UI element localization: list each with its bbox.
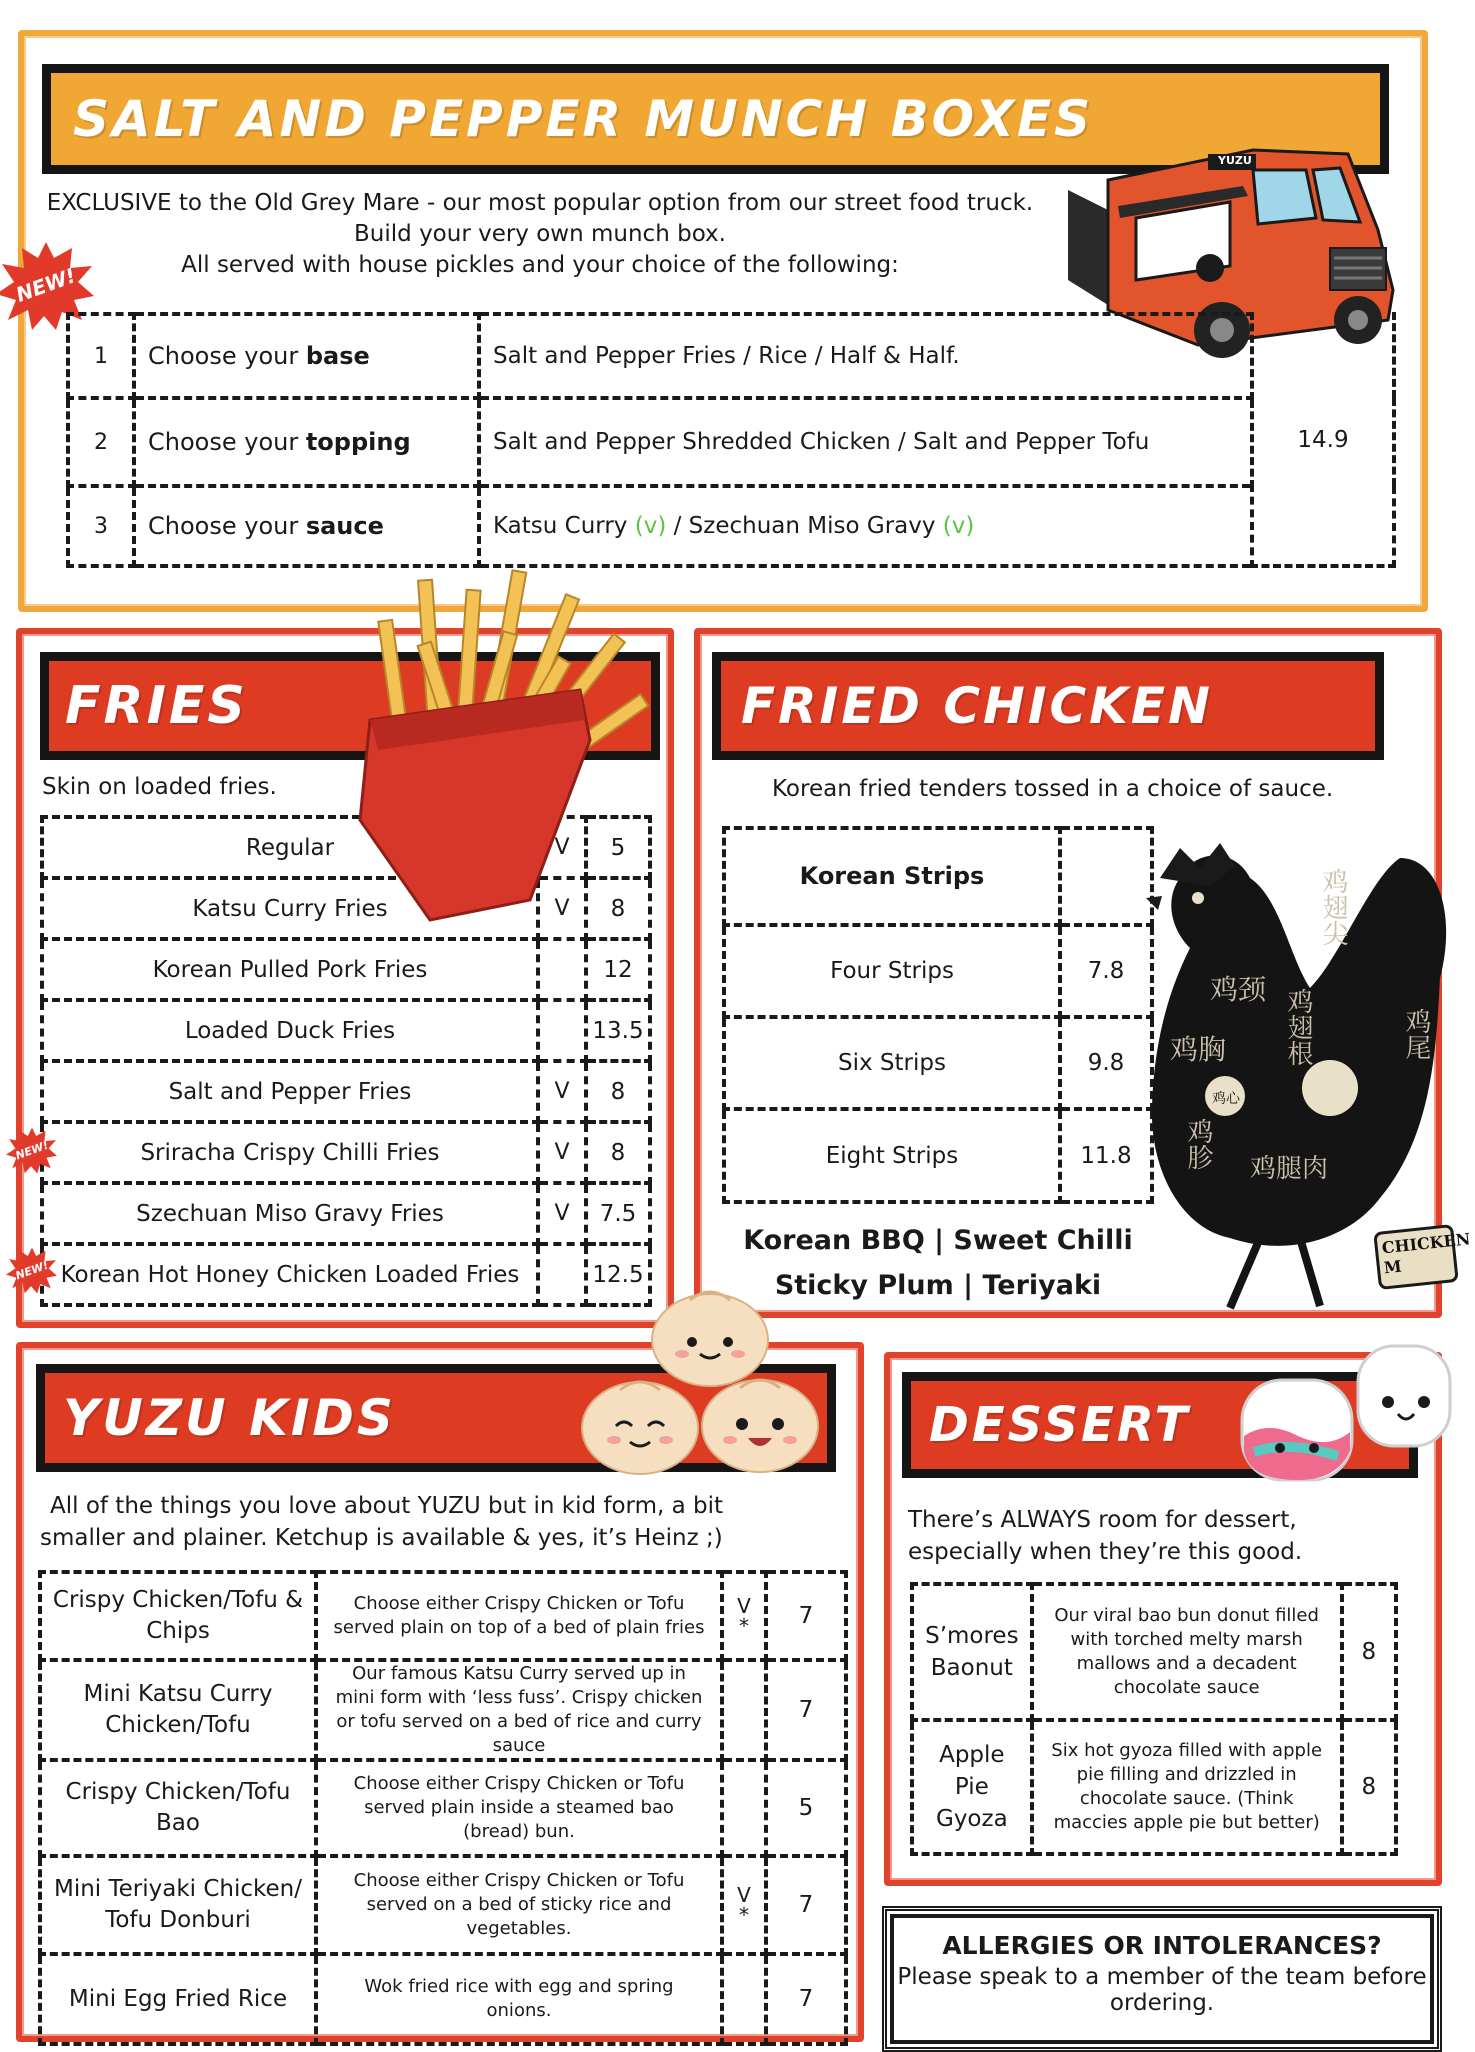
- chicken-header: Korean Strips: [724, 828, 1060, 925]
- chicken-subtitle: Korean fried tenders tossed in a choice of sauce.: [772, 776, 1334, 802]
- munch-options-text: Katsu Curry: [493, 513, 635, 539]
- fries-row: [42, 1122, 650, 1183]
- munch-row-3: [68, 486, 1394, 566]
- fries-row: [42, 1000, 650, 1061]
- munch-row-1: [68, 314, 1394, 398]
- dessert-item-name: S’mores Baonut: [912, 1584, 1032, 1720]
- fries-item-name: Salt and Pepper Fries: [42, 1061, 538, 1122]
- fries-item-veg: [538, 1000, 586, 1061]
- chicken-table: [722, 826, 1154, 1204]
- munch-step-options: [479, 314, 1252, 398]
- munch-step-prefix: Choose your: [148, 512, 306, 540]
- munch-step-options: [479, 398, 1252, 486]
- fries-item-name: Szechuan Miso Gravy Fries: [42, 1183, 538, 1244]
- munch-step-prefix: Choose your: [148, 342, 306, 370]
- kids-table: [38, 1570, 848, 2046]
- fries-item-name: Korean Hot Honey Chicken Loaded Fries: [42, 1244, 538, 1305]
- munch-intro-line2: Build your very own munch box.: [354, 221, 726, 247]
- kids-row: [40, 1954, 846, 2044]
- allergy-box: [882, 1906, 1442, 2052]
- munch-step-bold: sauce: [305, 512, 384, 540]
- dessert-item-name: Apple Pie Gyoza: [912, 1720, 1032, 1854]
- fries-item-veg: V: [538, 878, 586, 939]
- chicken-item-price: 7.8: [1060, 925, 1152, 1017]
- fries-item-veg: V: [538, 817, 586, 878]
- kids-item-name: Crispy Chicken/Tofu Bao: [40, 1760, 316, 1856]
- truck-logo-text: YUZU: [1218, 154, 1252, 167]
- rooster-label: 鸡腿肉: [1250, 1154, 1329, 1184]
- chicken-item-price: 11.8: [1060, 1109, 1152, 1202]
- fries-item-price: 7.5: [586, 1183, 650, 1244]
- fries-new-label: NEW!: [13, 1258, 51, 1282]
- munch-step-num: 2: [68, 398, 134, 486]
- veg-asterisk: *: [739, 1614, 749, 1638]
- fries-title: FRIES: [65, 676, 248, 736]
- munch-new-label: NEW!: [12, 263, 80, 307]
- fries-item-name: Korean Pulled Pork Fries: [42, 939, 538, 1000]
- dessert-intro: [908, 1504, 1428, 1568]
- rooster-label: 鸡心: [1212, 1091, 1240, 1107]
- kids-row: [40, 1856, 846, 1954]
- munch-step-label: [134, 398, 479, 486]
- munch-step-bold: base: [305, 342, 370, 370]
- fries-item-price: 5: [586, 817, 650, 878]
- munch-step-options: [479, 486, 1252, 566]
- chicken-title: FRIED CHICKEN: [741, 677, 1213, 735]
- french-fries-icon: [330, 560, 690, 920]
- kids-row: [40, 1572, 846, 1660]
- marshmallow-characters: [1228, 1340, 1456, 1490]
- dessert-intro-line2: especially when they’re this good.: [908, 1539, 1303, 1565]
- fries-item-veg: [538, 939, 586, 1000]
- fries-item-price: 12: [586, 939, 650, 1000]
- munch-title: SALT AND PEPPER MUNCH BOXES: [73, 90, 1094, 148]
- chicken-sauces-line2: Sticky Plum | Teriyaki: [774, 1270, 1102, 1301]
- chicken-header-price: [1060, 828, 1152, 925]
- kids-item-veg: [722, 1760, 766, 1856]
- bao-characters: [580, 1278, 820, 1478]
- rooster-illustration: [1140, 838, 1472, 1308]
- chicken-sauces-line1: Korean BBQ | Sweet Chilli: [743, 1225, 1133, 1256]
- chicken-item-name: Eight Strips: [724, 1109, 1060, 1202]
- veg-marker: V: [737, 1594, 751, 1618]
- fries-item-veg: V: [538, 1061, 586, 1122]
- chicken-header-row: [724, 828, 1152, 925]
- fries-item-price: 12.5: [586, 1244, 650, 1305]
- fries-illustration: [330, 560, 690, 920]
- dessert-row: [912, 1584, 1396, 1720]
- rooster-label: 鸡颈: [1210, 973, 1267, 1006]
- allergy-line1: Please speak to a member of the team before: [897, 1964, 1427, 1990]
- munch-options-text: Salt and Pepper Fries / Rice / Half & Half.: [493, 343, 960, 369]
- rooster-label: 鸡翅尖: [1318, 868, 1348, 946]
- rooster-label: 鸡胸: [1170, 1033, 1227, 1066]
- kids-title: YUZU KIDS: [63, 1389, 396, 1447]
- chicken-item-name: Four Strips: [724, 925, 1060, 1017]
- munch-options-text: / Szechuan Miso Gravy: [666, 513, 943, 539]
- kids-row: [40, 1660, 846, 1760]
- munch-intro: [40, 188, 1040, 281]
- fries-item-price: 13.5: [586, 1000, 650, 1061]
- dessert-row: [912, 1720, 1396, 1854]
- allergy-line2: ordering.: [1109, 1990, 1215, 2016]
- kids-item-veg: [722, 1954, 766, 2044]
- munch-intro-line1: EXCLUSIVE to the Old Grey Mare - our most popular option from our street food truck.: [46, 190, 1034, 216]
- fries-item-name: Regular: [42, 817, 538, 878]
- fries-new-badge: [6, 1126, 58, 1174]
- veg-marker: (v): [942, 513, 975, 539]
- kids-item-name: Mini Katsu Curry Chicken/Tofu: [40, 1660, 316, 1760]
- veg-marker: V: [737, 1883, 751, 1907]
- dessert-item-desc: Six hot gyoza filled with apple pie filling and drizzled in chocolate sauce. (Think maccies apple pie but better): [1032, 1720, 1342, 1854]
- kids-item-desc: Choose either Crispy Chicken or Tofu served on a bed of sticky rice and vegetables.: [316, 1856, 722, 1954]
- kids-row: [40, 1760, 846, 1856]
- kids-intro: [40, 1490, 840, 1554]
- munch-step-bold: topping: [305, 428, 411, 456]
- munch-step-prefix: Choose your: [148, 428, 306, 456]
- kids-item-name: Crispy Chicken/Tofu & Chips: [40, 1572, 316, 1660]
- fries-new-badge: [6, 1246, 58, 1294]
- munch-step-num: 1: [68, 314, 134, 398]
- fries-item-name: Sriracha Crispy Chilli Fries: [42, 1122, 538, 1183]
- fries-item-name: Loaded Duck Fries: [42, 1000, 538, 1061]
- kids-item-price: 7: [766, 1856, 846, 1954]
- kids-item-name: Mini Egg Fried Rice: [40, 1954, 316, 2044]
- munch-step-label: [134, 314, 479, 398]
- fries-item-veg: V: [538, 1122, 586, 1183]
- fries-item-veg: V: [538, 1183, 586, 1244]
- chicken-banner: [712, 652, 1384, 760]
- munch-intro-line3: All served with house pickles and your choice of the following:: [181, 252, 899, 278]
- fries-item-price: 8: [586, 1122, 650, 1183]
- kids-item-veg: [722, 1572, 766, 1660]
- munch-step-label: [134, 486, 479, 566]
- kids-item-desc: Choose either Crispy Chicken or Tofu served plain on top of a bed of plain fries: [316, 1572, 722, 1660]
- fries-item-price: 8: [586, 878, 650, 939]
- dessert-item-price: 8: [1342, 1720, 1396, 1854]
- allergy-title: ALLERGIES OR INTOLERANCES?: [942, 1931, 1382, 1960]
- rooster-label: 鸡胗: [1183, 1118, 1213, 1170]
- kids-item-desc: Our famous Katsu Curry served up in mini form with ‘less fuss’. Crispy chicken or tofu served on a bed of rice and curry sauce: [316, 1660, 722, 1760]
- chicken-item-name: Six Strips: [724, 1017, 1060, 1109]
- fries-item-name: Katsu Curry Fries: [42, 878, 538, 939]
- kids-item-name: Mini Teriyaki Chicken/ Tofu Donburi: [40, 1856, 316, 1954]
- fries-row: [42, 1183, 650, 1244]
- kids-item-price: 7: [766, 1660, 846, 1760]
- dessert-table: [910, 1582, 1398, 1856]
- veg-marker: (v): [634, 513, 667, 539]
- munch-row-2: [68, 398, 1394, 486]
- fries-row: [42, 939, 650, 1000]
- rooster-label: 鸡尾: [1401, 1008, 1431, 1060]
- kids-intro-line2: smaller and plainer. Ketchup is available & yes, it’s Heinz ;): [40, 1525, 723, 1551]
- fries-new-label: NEW!: [13, 1138, 51, 1162]
- munch-price: 14.9: [1252, 314, 1394, 566]
- rooster-label: 鸡翅根: [1283, 988, 1313, 1066]
- munch-options-text: Salt and Pepper Shredded Chicken / Salt and Pepper Tofu: [493, 429, 1150, 455]
- kids-item-veg: [722, 1856, 766, 1954]
- kids-item-price: 7: [766, 1572, 846, 1660]
- bao-bun-icon: [580, 1278, 820, 1478]
- marshmallow-icon: [1228, 1340, 1456, 1490]
- veg-asterisk: *: [739, 1903, 749, 1927]
- kids-item-desc: Choose either Crispy Chicken or Tofu served plain inside a steamed bao (bread) bun.: [316, 1760, 722, 1856]
- fries-item-price: 8: [586, 1061, 650, 1122]
- chicken-row: [724, 1017, 1152, 1109]
- munch-table: [66, 312, 1396, 568]
- chicken-row: [724, 1109, 1152, 1202]
- dessert-title: DESSERT: [929, 1397, 1191, 1453]
- rooster-stamp: CHICKEN M: [1373, 1224, 1459, 1290]
- fries-item-veg: [538, 1244, 586, 1305]
- fries-subtitle: Skin on loaded fries.: [42, 774, 277, 800]
- munch-step-num: 3: [68, 486, 134, 566]
- kids-intro-line1: All of the things you love about YUZU but in kid form, a bit: [50, 1493, 724, 1519]
- kids-item-price: 5: [766, 1760, 846, 1856]
- fries-row: [42, 1244, 650, 1305]
- kids-item-desc: Wok fried rice with egg and spring onions.: [316, 1954, 722, 2044]
- dessert-item-price: 8: [1342, 1584, 1396, 1720]
- chicken-row: [724, 925, 1152, 1017]
- kids-item-veg: [722, 1660, 766, 1760]
- dessert-item-desc: Our viral bao bun donut filled with torched melty marsh mallows and a decadent chocolate sauce: [1032, 1584, 1342, 1720]
- kids-item-price: 7: [766, 1954, 846, 2044]
- fries-row: [42, 1061, 650, 1122]
- chicken-item-price: 9.8: [1060, 1017, 1152, 1109]
- dessert-intro-line1: There’s ALWAYS room for dessert,: [908, 1507, 1297, 1533]
